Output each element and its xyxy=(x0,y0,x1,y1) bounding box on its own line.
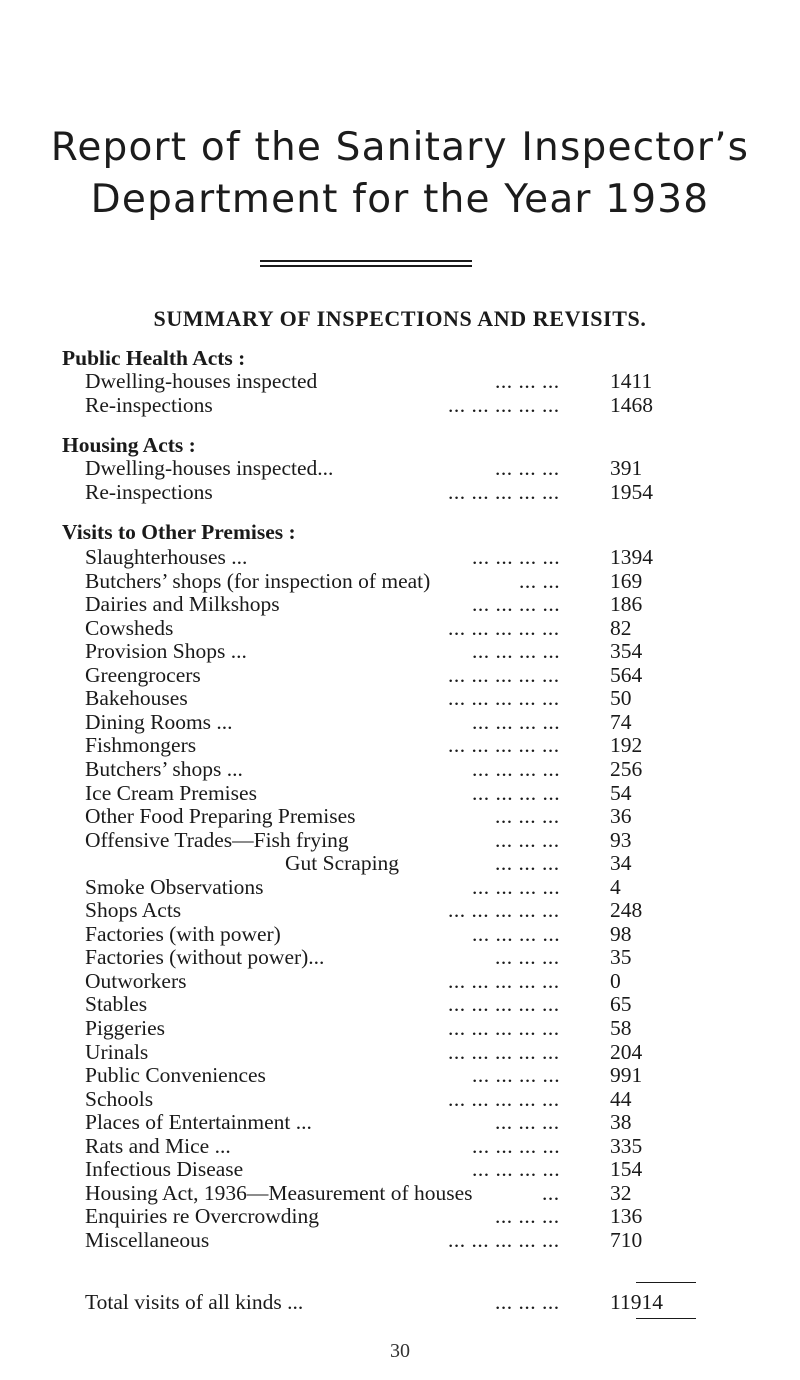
table-row-label: Offensive Trades—Fish frying xyxy=(85,827,349,852)
table-row xyxy=(85,874,705,900)
table-row-label: Other Food Preparing Premises xyxy=(85,804,356,829)
total-value: 11914 xyxy=(610,1290,663,1314)
table-row xyxy=(85,1039,705,1065)
table-row-leader-dots: ... ... ... ... ... xyxy=(448,1227,560,1252)
table-row-leader-dots: ... ... ... ... xyxy=(472,545,561,569)
table-row-leader-dots: ... ... ... ... ... xyxy=(448,968,560,993)
table-row-value: 1394 xyxy=(610,545,653,569)
table-row-value: 186 xyxy=(610,592,643,617)
table-row xyxy=(85,921,705,947)
table-row-leader-dots: ... ... ... ... xyxy=(472,639,561,664)
table-row-value: 248 xyxy=(610,898,643,923)
table-row-leader-dots: ... ... ... ... ... xyxy=(448,686,560,711)
table-row-label: Shops Acts xyxy=(85,898,182,923)
table-row-label: Factories (with power) xyxy=(85,921,281,946)
total-label: Total visits of all kinds ... xyxy=(85,1290,304,1314)
table-row-label: Factories (without power)... xyxy=(85,945,325,970)
table-row xyxy=(85,544,705,570)
table-row-value: 4 xyxy=(610,874,621,899)
table-row-leader-dots: ... ... ... xyxy=(495,1110,560,1135)
table-row xyxy=(85,709,705,735)
table-row-label: Slaughterhouses ... xyxy=(85,545,248,569)
table-row-leader-dots: ... ... ... ... xyxy=(472,780,561,805)
total-row xyxy=(85,1289,705,1315)
table-row xyxy=(85,780,705,806)
table-row xyxy=(85,1180,705,1206)
page-title xyxy=(0,122,800,226)
table-row-value: 154 xyxy=(610,1157,643,1182)
table-row-value: 204 xyxy=(610,1039,643,1064)
section-heading-other-premises: Visits to Other Premises : xyxy=(62,520,296,544)
table-row xyxy=(85,803,705,829)
table-row-value: 256 xyxy=(610,756,643,781)
table-row xyxy=(85,455,705,481)
table-row xyxy=(85,1227,705,1253)
table-row-label: Re-inspections xyxy=(85,392,213,417)
table-row xyxy=(85,756,705,782)
table-row-label: Outworkers xyxy=(85,968,187,993)
table-row xyxy=(85,897,705,923)
table-row-value: 0 xyxy=(610,968,621,993)
table-row-value: 82 xyxy=(610,615,632,640)
table-row-leader-dots: ... ... ... ... ... xyxy=(448,1016,560,1040)
table-row-value: 35 xyxy=(610,945,632,970)
table-row-value: 710 xyxy=(610,1227,643,1252)
table-row-leader-dots: ... ... ... ... ... xyxy=(448,898,560,923)
table-row xyxy=(85,1062,705,1088)
table-row xyxy=(85,827,705,853)
table-row-label: Places of Entertainment ... xyxy=(85,1110,312,1135)
table-row-leader-dots: ... ... ... ... xyxy=(472,1063,561,1088)
table-row-label: Re-inspections xyxy=(85,479,213,504)
table-row-label: Infectious Disease xyxy=(85,1157,244,1182)
table-row-label: Enquiries re Overcrowding xyxy=(85,1204,320,1229)
table-row-label: Dining Rooms ... xyxy=(85,709,233,734)
table-row xyxy=(85,968,705,994)
table-row-label: Smoke Observations xyxy=(85,874,264,899)
table-row xyxy=(85,732,705,758)
table-row-value: 50 xyxy=(610,686,632,711)
table-row-label: Miscellaneous xyxy=(85,1227,210,1252)
table-row-leader-dots: ... ... ... xyxy=(495,945,560,970)
table-row-leader-dots: ... ... ... xyxy=(495,456,560,480)
table-row xyxy=(85,568,705,594)
table-row-leader-dots: ... ... ... xyxy=(495,1204,560,1229)
table-row-value: 38 xyxy=(610,1110,632,1135)
table-row-value: 1468 xyxy=(610,392,653,417)
table-row-leader-dots: ... ... ... ... xyxy=(472,592,561,617)
table-row-value: 36 xyxy=(610,804,632,829)
table-row-label: Butchers’ shops ... xyxy=(85,756,243,781)
section-heading-housing: Housing Acts : xyxy=(62,433,196,457)
table-row-label: Piggeries xyxy=(85,1016,166,1040)
table-row-value: 136 xyxy=(610,1204,643,1229)
table-row xyxy=(85,1109,705,1135)
table-row-leader-dots: ... ... ... ... ... xyxy=(448,662,560,687)
page-number: 30 xyxy=(390,1340,410,1362)
table-row-leader-dots: ... ... ... xyxy=(495,827,560,852)
table-row xyxy=(85,1156,705,1182)
table-row-label: Ice Cream Premises xyxy=(85,780,257,805)
table-row-label: Schools xyxy=(85,1086,154,1111)
table-row-label: Cowsheds xyxy=(85,615,174,640)
table-row xyxy=(85,479,705,505)
table-row xyxy=(85,850,705,876)
table-row-leader-dots: ... ... ... ... ... xyxy=(448,615,560,640)
table-row-leader-dots: ... ... xyxy=(519,568,561,593)
table-row-label: Fishmongers xyxy=(85,733,197,758)
table-row-label: Dwelling-houses inspected... xyxy=(85,456,334,480)
table-row xyxy=(85,1133,705,1159)
table-row-leader-dots: ... ... ... ... xyxy=(472,1133,561,1158)
table-row-leader-dots: ... ... ... ... ... xyxy=(448,1086,560,1111)
table-row xyxy=(85,1015,705,1041)
total-rule-top xyxy=(636,1282,696,1283)
table-row xyxy=(85,591,705,617)
table-row-value: 98 xyxy=(610,921,632,946)
table-row-value: 32 xyxy=(610,1180,632,1205)
title-divider-bottom xyxy=(260,265,472,267)
table-row-value: 169 xyxy=(610,568,643,593)
table-row-value: 1411 xyxy=(610,369,653,393)
table-row-leader-dots: ... ... ... ... xyxy=(472,874,561,899)
table-row-leader-dots: ... ... ... ... ... xyxy=(448,392,560,417)
table-row-leader-dots: ... ... ... xyxy=(495,369,560,393)
table-row-label: Stables xyxy=(85,992,148,1017)
table-row xyxy=(85,1086,705,1112)
table-row-leader-dots: ... ... ... ... xyxy=(472,1157,561,1182)
table-row-leader-dots: ... ... ... ... xyxy=(472,756,561,781)
table-row-leader-dots: ... ... ... ... ... xyxy=(448,992,560,1017)
table-row xyxy=(85,392,705,418)
table-row-value: 34 xyxy=(610,851,632,876)
table-row-leader-dots: ... ... ... ... ... xyxy=(448,733,560,758)
table-row-value: 391 xyxy=(610,456,643,480)
title-line-1: Report of the Sanitary Inspector’s xyxy=(50,125,750,170)
table-row-value: 44 xyxy=(610,1086,632,1111)
title-line-2: Department for the Year 1938 xyxy=(90,177,710,222)
table-row-leader-dots: ... ... ... ... ... xyxy=(448,1039,560,1064)
table-row-value: 335 xyxy=(610,1133,643,1158)
table-row-leader-dots: ... ... ... xyxy=(495,851,560,876)
table-row-value: 58 xyxy=(610,1016,632,1040)
table-row-label: Housing Act, 1936—Measurement of houses xyxy=(85,1180,473,1205)
table-row-value: 564 xyxy=(610,662,643,687)
table-row-leader-dots: ... ... ... ... ... xyxy=(448,479,560,504)
table-row-value: 65 xyxy=(610,992,632,1017)
table-row xyxy=(85,1203,705,1229)
table-row-value: 192 xyxy=(610,733,643,758)
total-rule-bottom xyxy=(636,1318,696,1319)
table-row-label: Bakehouses xyxy=(85,686,188,711)
table-row-leader-dots: ... ... ... xyxy=(495,804,560,829)
table-row xyxy=(85,944,705,970)
table-row-label: Public Conveniences xyxy=(85,1063,266,1088)
title-divider-top xyxy=(260,260,472,262)
section-heading-public-health: Public Health Acts : xyxy=(62,346,246,370)
table-row-leader-dots: ... ... ... ... xyxy=(472,921,561,946)
table-row-value: 1954 xyxy=(610,479,653,504)
table-row-leader-dots: ... xyxy=(542,1180,560,1205)
table-row-value: 74 xyxy=(610,709,632,734)
table-row xyxy=(85,991,705,1017)
table-row-label: Butchers’ shops (for inspection of meat) xyxy=(85,568,431,593)
table-row-value: 354 xyxy=(610,639,643,664)
table-row-label: Rats and Mice ... xyxy=(85,1133,231,1158)
table-row-label: Gut Scraping xyxy=(285,851,400,876)
table-row-label: Provision Shops ... xyxy=(85,639,247,664)
table-row-label: Urinals xyxy=(85,1039,149,1064)
table-row xyxy=(85,662,705,688)
table-row-label: Greengrocers xyxy=(85,662,201,687)
table-row-value: 991 xyxy=(610,1063,643,1088)
table-row-leader-dots: ... ... ... ... xyxy=(472,709,561,734)
table-row-value: 93 xyxy=(610,827,632,852)
table-row-value: 54 xyxy=(610,780,632,805)
summary-heading: SUMMARY OF INSPECTIONS AND REVISITS. xyxy=(153,306,647,331)
total-leader-dots: ... ... ... xyxy=(495,1290,560,1314)
table-row xyxy=(85,368,705,394)
table-row xyxy=(85,685,705,711)
table-row-label: Dairies and Milkshops xyxy=(85,592,280,617)
table-row-label: Dwelling-houses inspected xyxy=(85,369,318,393)
table-row xyxy=(85,615,705,641)
table-row xyxy=(85,638,705,664)
